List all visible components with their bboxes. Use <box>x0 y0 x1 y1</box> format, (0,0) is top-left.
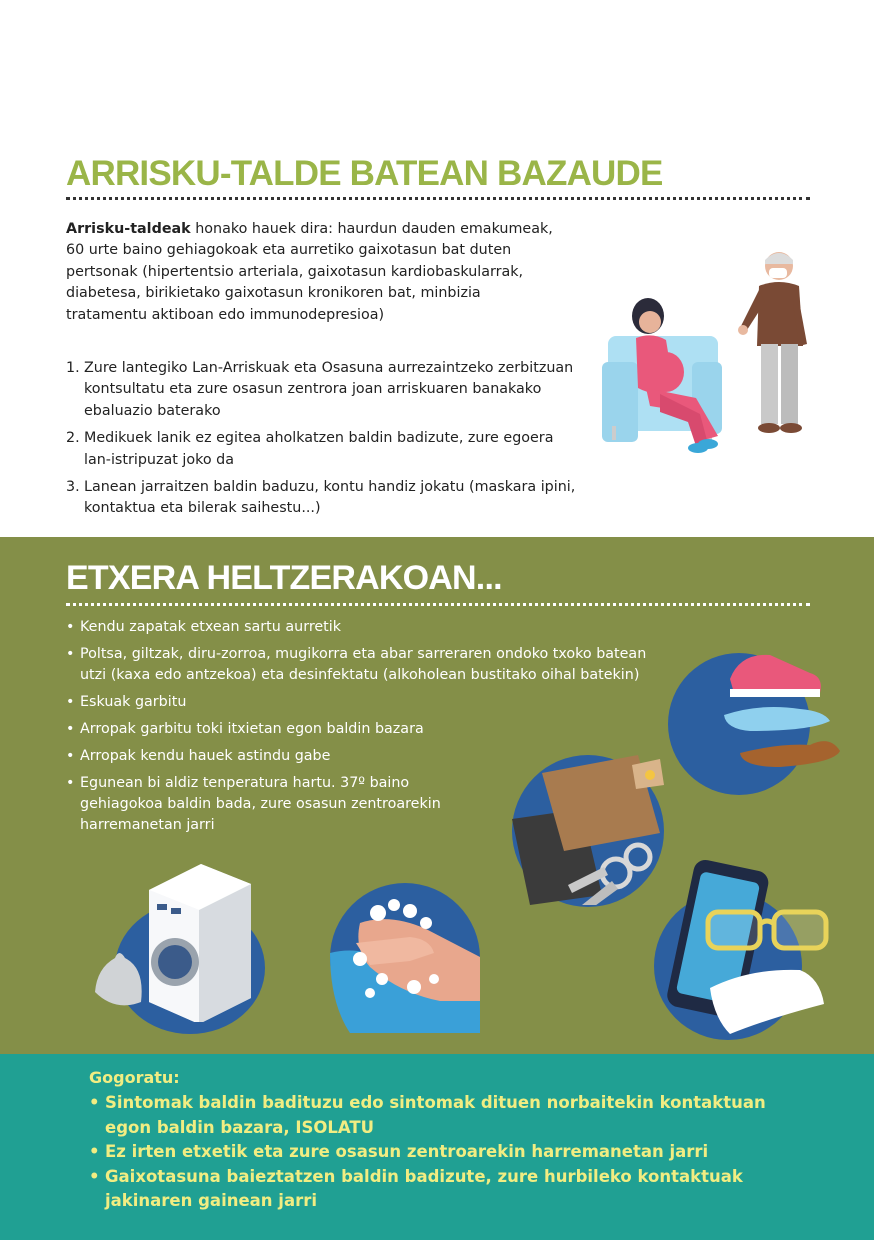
item-number: 3. <box>66 479 80 496</box>
section-arriving-home <box>0 537 874 1054</box>
list-item <box>66 477 576 520</box>
washing-machine-icon <box>85 862 285 1022</box>
item-text: Medikuek lanik ez egitea aholkatzen baldin badizute, zure egoera lan-istripuzat joko da <box>84 430 554 468</box>
section-remember <box>0 1054 874 1240</box>
section1-intro <box>66 219 566 326</box>
phone-glasses-icon <box>650 858 840 1038</box>
list-item <box>66 428 576 471</box>
elderly-man-mask-icon <box>735 246 815 442</box>
section3-title: Gogoratu: <box>89 1068 180 1087</box>
wallet-keys-illustration <box>512 755 664 907</box>
item-number: 2. <box>66 430 80 447</box>
list-item: • Sintomak baldin badituzu edo sintomak dituen norbaitekin kontaktuan egon baldin bazara, ISOLATU <box>89 1091 809 1140</box>
washing-machine-illustration <box>115 902 265 1034</box>
pregnant-woman-icon <box>600 296 730 458</box>
section1-divider <box>66 197 810 200</box>
list-item: • Ez irten etxetik eta zure osasun zentroarekin harremanetan jarri <box>89 1140 809 1165</box>
list-item: • Egunean bi aldiz tenperatura hartu. 37º baino gehiagokoa baldin bada, zure osasun zentroarekin harremanetan jarri <box>66 773 456 836</box>
section2-title: ETXERA HELTZERAKOAN... <box>66 559 502 597</box>
phone-glasses-illustration <box>654 892 802 1040</box>
list-item: • Poltsa, giltzak, diru-zorroa, mugikorra eta abar sarreraren ondoko txoko batean utzi (kaxa edo antzekoa) eta desinfektatu (alkoholean bustitako oihal batekin) <box>66 644 656 686</box>
list-item: • Gaixotasuna baieztatzen baldin badizute, zure hurbileko kontaktuak jakinaren gainean jarri <box>89 1165 809 1214</box>
list-item: • Arropak garbitu toki itxietan egon baldin bazara <box>66 719 656 740</box>
list-item: • Kendu zapatak etxean sartu aurretik <box>66 617 656 638</box>
list-item <box>66 358 576 422</box>
section1-list <box>66 358 576 526</box>
section3-list <box>89 1091 809 1214</box>
item-text: Zure lantegiko Lan-Arriskuak eta Osasuna aurrezaintzeko zerbitzuan kontsultatu eta zure osasun zentrora joan arriskuaren banakako ebaluazio baterako <box>84 360 574 419</box>
shoes-icon <box>720 639 874 789</box>
intro-text: honako hauek dira: haurdun dauden emakumeak, 60 urte baino gehiagokoak eta aurretiko gaixotasun bat duten pertsonak (hipertentsio arteriala, gaixotasun kardiobaskularrak, diabetesa, birikietako gaixotasun kronikoren bat, minbizia tratamentu aktiboan edo immunodepresioa) <box>66 221 553 323</box>
list-item: • Eskuak garbitu <box>66 692 656 713</box>
item-number: 1. <box>66 360 80 376</box>
list-item: • Arropak kendu hauek astindu gabe <box>66 746 656 767</box>
shoes-illustration <box>668 653 810 795</box>
hand-washing-illustration <box>330 883 480 1033</box>
section1-title: ARRISKU-TALDE BATEAN BAZAUDE <box>66 154 663 193</box>
section2-divider <box>66 603 810 606</box>
hand-washing-icon <box>330 883 490 1033</box>
wallet-keys-icon <box>512 745 672 905</box>
item-text: Lanean jarraitzen baldin baduzu, kontu handiz jokatu (maskara ipini, kontaktua eta bilerak saihestu...) <box>84 479 576 517</box>
intro-bold: Arrisku-taldeak <box>66 221 191 237</box>
